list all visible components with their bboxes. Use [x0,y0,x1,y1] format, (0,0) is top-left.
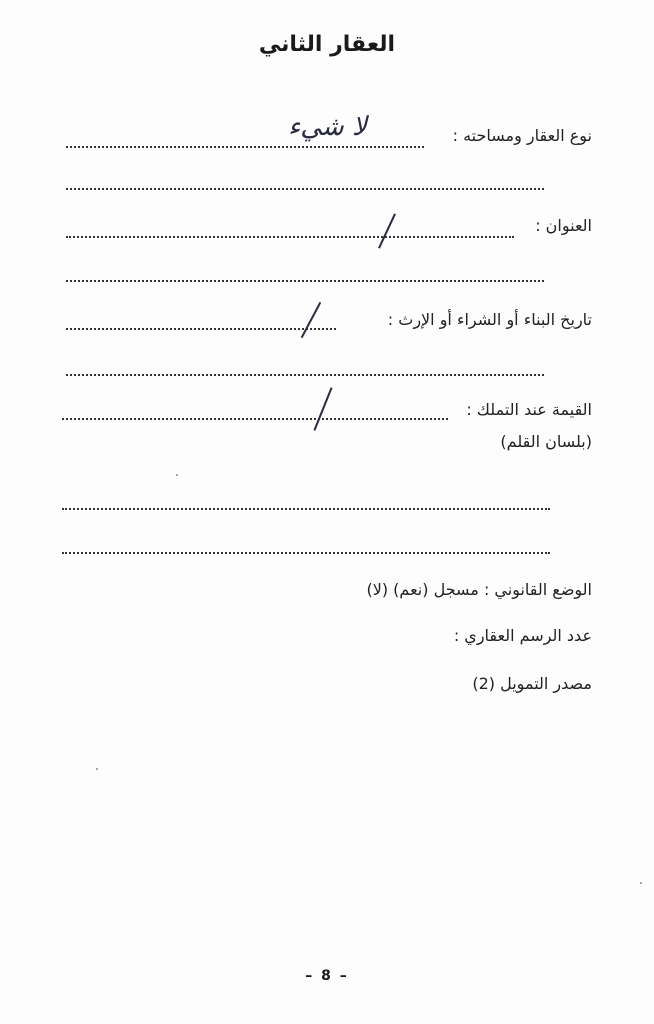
acquisition-date-dotted-line [66,328,336,330]
acquisition-value-dotted-line-2 [62,508,550,510]
address-dotted-line-2 [66,280,544,282]
page-title: العقار الثاني [258,32,396,57]
page-number: – 8 – [305,968,349,984]
legal-status-label: الوضع القانوني : مسجل (نعم) (لا) [366,580,592,599]
acquisition-value-label: القيمة عند التملك : [466,400,592,419]
scan-speck [96,768,98,770]
property-type-dotted-line [66,146,424,148]
funding-source-label: مصدر التمويل (2) [472,674,592,693]
acquisition-value-dotted-line [62,418,448,420]
property-type-handwritten-answer: لا شيء [288,112,367,142]
acquisition-date-dotted-line-2 [66,374,544,376]
property-type-dotted-line-2 [66,188,544,190]
address-crossed-out-mark [378,213,396,248]
address-dotted-line [66,236,514,238]
acquisition-value-note: (بلسان القلم) [500,432,592,451]
title-deed-number-label: عدد الرسم العقاري : [453,626,592,645]
acquisition-value-dotted-line-3 [62,552,550,554]
acquisition-value-crossed-out-mark [313,387,332,430]
scan-speck [640,882,642,884]
acquisition-date-crossed-out-mark [301,302,322,338]
acquisition-date-label: تاريخ البناء أو الشراء أو الإرث : [387,310,592,329]
scan-speck [176,474,178,476]
property-type-label: نوع العقار ومساحته : [452,126,592,145]
address-label: العنوان : [535,216,592,235]
